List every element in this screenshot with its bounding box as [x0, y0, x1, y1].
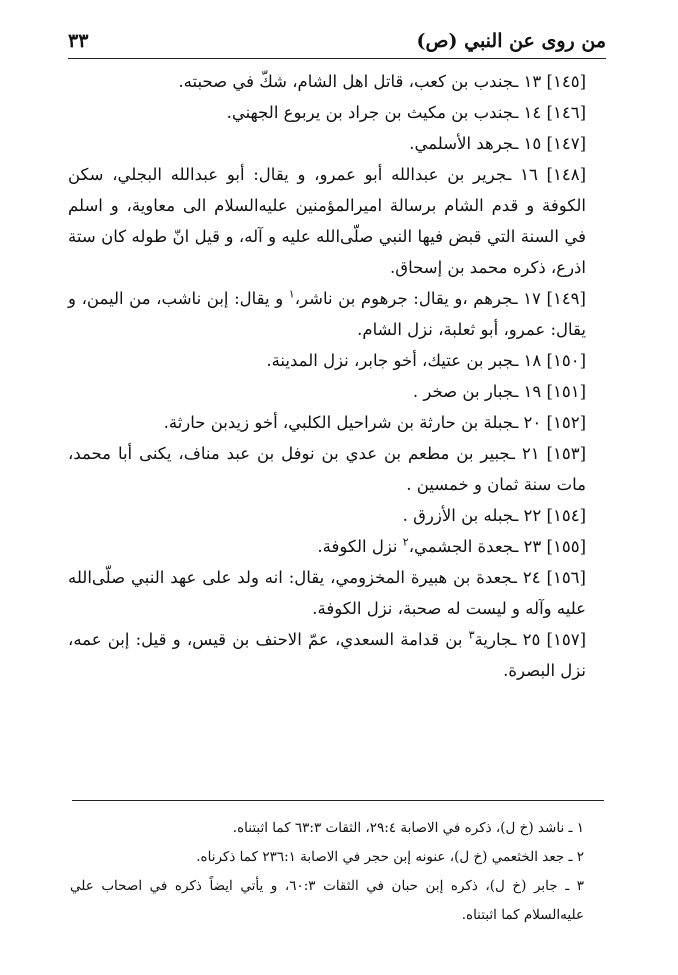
- footnote-3: ٣ ـ جابر (خ ل)، ذكره إبن حبان في الثقات ٦٠:٣، و يأتي ايضاً ذكره في اصحاب علي عليه‌السلام كما اثبتناه.: [70, 878, 584, 923]
- footnote-marker: ٣: [468, 628, 475, 642]
- entry-155: [68, 531, 606, 562]
- entry-number: [١٤٥] ١٣ ـ: [513, 72, 586, 91]
- entry-text: جرهد الأسلمي.: [409, 134, 514, 153]
- entry-text: جرهم ،و يقال: جرهوم بن ناشر،: [294, 289, 513, 308]
- entry-150: [68, 345, 606, 376]
- entry-149: [68, 283, 606, 345]
- entry-number: [١٥٦] ٢٤ ـ: [512, 568, 586, 587]
- entry-text: جبر بن عتيك، أخو جابر، نزل المدينة.: [266, 351, 514, 370]
- entry-number: [١٤٩] ١٧ ـ: [512, 289, 586, 308]
- entry-154: [68, 500, 606, 531]
- entry-147: [68, 128, 606, 159]
- page-header: [68, 28, 606, 59]
- entry-number: [١٥٥] ٢٣ ـ: [513, 537, 586, 556]
- entry-number: [١٥١] ١٩ ـ: [513, 382, 586, 401]
- entry-text: جبار بن صخر .: [412, 382, 514, 401]
- entry-152: [68, 407, 606, 438]
- entry-number: [١٥٣] ٢١ ـ: [510, 444, 586, 463]
- entry-text-cont: و يقال: إبن ناشب، من اليمن، و يقال: عمرو، أبو ثعلبة، نزل الشام.: [68, 289, 586, 339]
- entry-text: جبير بن مطعم بن عدي بن نوفل بن عبد مناف، يكنى أبا محمد، مات سنة ثمان و خمسين .: [68, 444, 586, 494]
- entry-151: [68, 376, 606, 407]
- entry-number: [١٤٨] ١٦ ـ: [506, 165, 586, 184]
- entry-text: جعدة بن هبيرة المخزومي، يقال: انه ولد على عهد النبي صلّى‌الله عليه وآله و ليست له صحبة، نزل الكوفة.: [68, 568, 586, 618]
- running-title: من روى عن النبي (ص): [416, 30, 606, 52]
- entry-153: [68, 438, 606, 500]
- entry-number: [١٥٢] ٢٠ ـ: [513, 413, 586, 432]
- entry-text: جرير بن عبدالله أبو عمرو، و يقال: أبو عبدالله البجلي، سكن الكوفة و قدم الشام برسالة اميرالمؤمنين عليه‌السلام الى معاوية، و اسلم في السنة التي قبض فيها النبي صلّى‌الله عليه و آله، و قيل انّ طوله كان ستة اذرع، ذكره محمد بن إسحاق.: [68, 165, 586, 277]
- page-number: ٣٣: [68, 30, 89, 52]
- entry-145: [68, 66, 606, 97]
- entry-number: [١٤٦] ١٤ ـ: [513, 103, 586, 122]
- entry-text: جبله بن الأزرق .: [402, 506, 514, 525]
- entry-number: [١٤٧] ١٥ ـ: [513, 134, 586, 153]
- footnote-2: ٢ ـ جعد الخثعمي (خ ل)، عنونه إبن حجر في الاصابة ٢٣٦:١ كما ذكرناه.: [196, 849, 584, 865]
- entry-text: جارية: [474, 630, 512, 649]
- footnote-marker: ١: [288, 287, 295, 301]
- footnote-1: ١ ـ ناشد (خ ل)، ذكره في الاصابة ٢٩:٤، الثقات ٦٣:٣ كما اثبتناه.: [232, 820, 584, 836]
- footnotes: [70, 814, 606, 930]
- entry-text: جندب بن مكيث بن جراد بن يربوع الجهني.: [226, 103, 514, 122]
- entry-number: [١٥٠] ١٨ ـ: [513, 351, 586, 370]
- entry-text-cont: بن قدامة السعدي، عمّ الاحنف بن قيس، و قيل: إبن عمه، نزل البصرة.: [68, 630, 586, 680]
- entry-number: [١٥٧] ٢٥ ـ: [511, 630, 586, 649]
- entry-157: [68, 624, 606, 686]
- entry-text: جبلة بن حارثة بن شراحيل الكلبي، أخو زيدبن حارثة.: [163, 413, 514, 432]
- entry-156: [68, 562, 606, 624]
- entry-text: جعدة الجشمي،: [408, 537, 514, 556]
- entry-148: [68, 159, 606, 283]
- entry-text-cont: نزل الكوفة.: [317, 537, 403, 556]
- page-body: [68, 66, 606, 686]
- entry-number: [١٥٤] ٢٢ ـ: [513, 506, 586, 525]
- entry-text: جندب بن كعب، قاتل اهل الشام، شكّ في صحبته.: [178, 72, 514, 91]
- entry-146: [68, 97, 606, 128]
- footnote-marker: ٢: [402, 535, 409, 549]
- footnote-divider: [72, 800, 604, 801]
